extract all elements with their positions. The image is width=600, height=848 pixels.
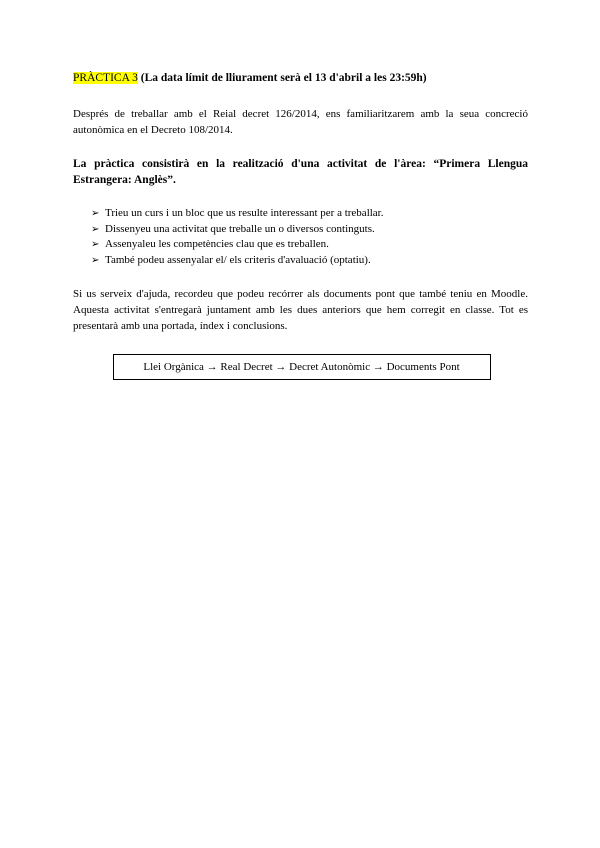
list-item (91, 253, 528, 269)
list-item (91, 222, 528, 238)
intro-paragraph: Després de treballar amb el Reial decret 126/2014, ens familiaritzarem amb la seua concreció autonòmica en el Decreto 108/2014. (73, 108, 528, 136)
deadline-text: (La data límit de lliurament serà el 13 d'abril a les 23:59h) (140, 72, 427, 84)
list-item (91, 237, 528, 253)
task-paragraph: La pràctica consistirà en la realització d'una activitat de l'àrea: “Primera Llengua Estrangera: Anglès”. (73, 158, 528, 186)
document-page (73, 70, 528, 380)
list-item-text: Trieu un curs i un bloc que us resulte interessant per a treballar. (105, 207, 384, 219)
list-item (91, 206, 528, 222)
legal-hierarchy-box: Llei Orgànica → Real Decret → Decret Autonòmic → Documents Pont (113, 354, 491, 380)
list-item-text: Assenyaleu les competències clau que es treballen. (105, 238, 329, 250)
practice-title-highlight: PRÀCTICA 3 (73, 72, 138, 84)
list-item-text: També podeu assenyalar el/ els criteris d'avaluació (optatiu). (105, 253, 371, 266)
practice-title (73, 70, 528, 86)
arrow-bullet-icon: ➢ (91, 208, 100, 219)
arrow-bullet-icon: ➢ (91, 254, 100, 266)
list-item-text: Dissenyeu una activitat que treballe un o diversos continguts. (105, 222, 375, 235)
instructions-list (91, 206, 528, 268)
arrow-bullet-icon: ➢ (91, 223, 100, 235)
arrow-bullet-icon: ➢ (91, 239, 100, 250)
help-paragraph: Si us serveix d'ajuda, recordeu que podeu recórrer als documents pont que també teniu en Moodle. Aquesta activitat s'entregarà juntament amb les dues anteriors que hem corregit en classe. Tot es presentarà amb una portada, índex i conclusions. (73, 288, 528, 332)
